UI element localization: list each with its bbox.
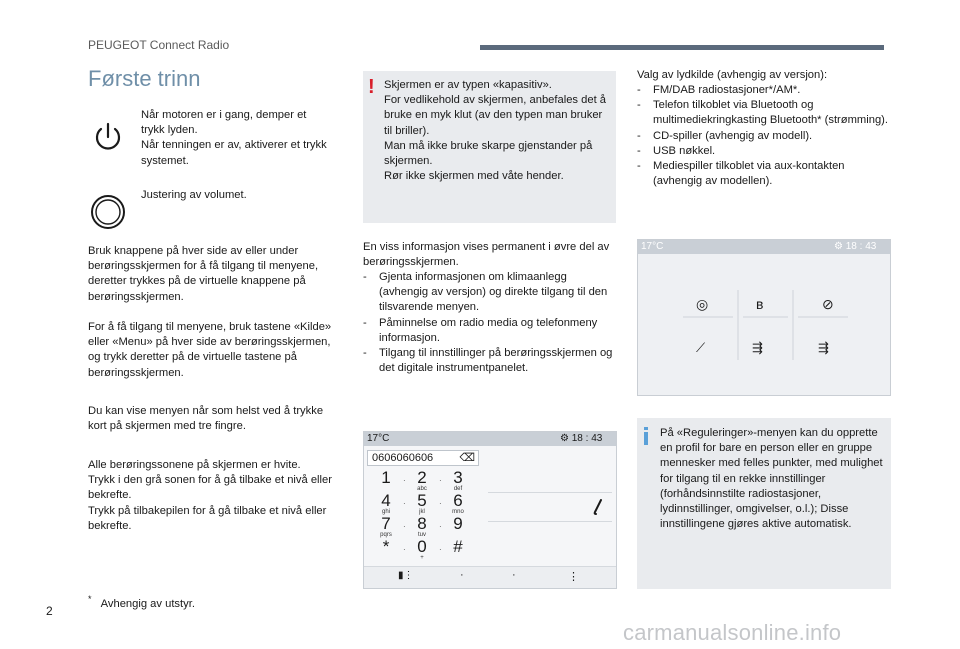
footnote-text: Avhengig av utstyr. bbox=[100, 597, 195, 610]
aux-source-icon[interactable]: ⟋ bbox=[696, 340, 706, 355]
page-number: 2 bbox=[46, 604, 53, 618]
keypad-key[interactable] bbox=[442, 493, 474, 516]
keypad-digit: 3 bbox=[453, 468, 463, 487]
keypad-key[interactable] bbox=[406, 516, 438, 539]
keypad-key[interactable] bbox=[442, 516, 474, 539]
list-item: - Påminnelse om radio media og telefonmeny informasjon. bbox=[363, 316, 619, 346]
keypad-digit: 9 bbox=[453, 514, 463, 533]
keypad-separator: · bbox=[439, 476, 442, 485]
keypad-key[interactable] bbox=[406, 539, 438, 562]
watermark: carmanualsonline.info bbox=[623, 620, 842, 645]
keypad-key[interactable] bbox=[406, 470, 438, 493]
paragraph-three-fingers: Du kan vise menyen når som helst ved å trykke kort på skjermen med tre fingre. bbox=[88, 405, 324, 433]
warning-text: Skjermen er av typen «kapasitiv». For vedlikehold av skjermen, anbefales det å bruke en myk klut (av den typen man bruker til briller). Man må ikke bruke skarpe gjenstander på skjermen. Rør ikke skjermen med våte hender. bbox=[384, 79, 607, 183]
footnote bbox=[88, 594, 195, 610]
dial-number: 0606060606 bbox=[372, 452, 434, 464]
keypad-key[interactable] bbox=[370, 516, 402, 539]
source-selection-screen bbox=[637, 239, 891, 396]
list-item: - FM/DAB radiostasjoner*/AM*. bbox=[637, 83, 891, 98]
source-intro: Valg av lydkilde (avhengig av versjon): bbox=[637, 69, 828, 81]
keypad-separator: · bbox=[403, 476, 406, 485]
bluetooth-source-icon[interactable]: ʙ bbox=[756, 296, 764, 312]
header-rule bbox=[480, 45, 884, 50]
keypad-letters: def bbox=[453, 486, 463, 492]
power-description: Når motoren er i gang, demper et trykk lyden. Når tenningen er av, aktiverer et trykk systemet. bbox=[141, 109, 327, 167]
keypad-letters: pqrs bbox=[380, 532, 392, 538]
keypad-letters: abc bbox=[417, 486, 427, 492]
keypad-key[interactable] bbox=[442, 470, 474, 493]
keypad-letters: ghi bbox=[381, 509, 390, 515]
keypad-digit: 8 bbox=[417, 514, 427, 533]
keypad-digit: 4 bbox=[381, 491, 391, 510]
list-item: - CD-spiller (avhengig av modell). bbox=[637, 129, 891, 144]
usb-source-icon[interactable]: ⇶ bbox=[752, 340, 763, 355]
keypad-letters: mno bbox=[452, 509, 464, 515]
keypad-key[interactable] bbox=[370, 539, 402, 562]
keypad-letters: jkl bbox=[419, 509, 425, 515]
keypad-separator: · bbox=[439, 545, 442, 554]
info-text: På «Reguleringer»-menyen kan du opprette en profil for bare en person eller en gruppe mennesker med felles punkter, med mulighet for tilgang til en rekke innstillinger (forhåndsinnstilte radiostasjoner, lydinnstillinger, omgivelser, o.l.); Disse innstillingene gjøres aktive automatisk. bbox=[660, 427, 883, 531]
paragraph-buttons: Bruk knappene på hver side av eller under berøringsskjermen for å få tilgang til menyene, deretter trykkes på de virtuelle knappene på berøringsskjermen. bbox=[88, 245, 319, 303]
keypad-separator: · bbox=[403, 499, 406, 508]
settings-icon: ⚙ bbox=[834, 241, 846, 252]
keypad-letters: tuv bbox=[417, 532, 426, 538]
power-icon bbox=[88, 117, 128, 157]
keypad-digit: # bbox=[453, 537, 463, 556]
temperature[interactable]: 17°C bbox=[641, 241, 664, 252]
settings-icon: ⚙ bbox=[560, 433, 572, 444]
source-grid bbox=[638, 280, 890, 370]
paragraph-touch-zones: Alle berøringssonene på skjermen er hvite. Trykk i den grå sonen for å gå tilbake et nivå eller bekrefte. Trykk på tilbakepilen for å gå tilbake et nivå eller bekrefte. bbox=[88, 459, 332, 532]
permanent-info-intro: En viss informasjon vises permanent i øvre del av berøringsskjermen. bbox=[363, 241, 610, 269]
volume-description: Justering av volumet. bbox=[141, 189, 247, 201]
settings-clock[interactable] bbox=[560, 433, 602, 444]
keypad-separator: · bbox=[403, 522, 406, 531]
list-item: - Gjenta informasjonen om klimaanlegg (avhengig av versjon) og direkte tilgang til den tilsvarende menyen. bbox=[363, 270, 619, 316]
source-list bbox=[637, 83, 891, 189]
volume-knob-icon bbox=[88, 192, 128, 232]
call-handset-icon[interactable] bbox=[592, 498, 604, 516]
phone-menu-icon[interactable]: ▮⋮ bbox=[398, 570, 414, 581]
settings-clock[interactable] bbox=[834, 241, 876, 252]
page-title: Første trinn bbox=[88, 66, 201, 91]
keypad-digit: 2 bbox=[417, 468, 427, 487]
dot-icon[interactable]: · bbox=[512, 569, 516, 581]
clock: 18 : 43 bbox=[571, 433, 603, 444]
dial-number-field[interactable] bbox=[367, 450, 479, 466]
dot-icon[interactable]: · bbox=[460, 569, 464, 581]
footnote-mark: * bbox=[88, 594, 92, 604]
header-product: PEUGEOT Connect Radio bbox=[88, 38, 230, 52]
bottom-bar bbox=[364, 566, 616, 588]
list-item: - Mediespiller tilkoblet via aux-kontakten (avhengig av modellen). bbox=[637, 159, 891, 189]
keypad-letters: + bbox=[420, 555, 424, 561]
keypad-digit: 0 bbox=[417, 537, 427, 556]
more-options-icon[interactable]: ⋮ bbox=[568, 571, 579, 583]
warning-icon: ! bbox=[368, 76, 375, 98]
keypad-key[interactable] bbox=[406, 493, 438, 516]
keypad-key[interactable] bbox=[370, 493, 402, 516]
keypad-separator: · bbox=[439, 522, 442, 531]
cd-source-icon[interactable]: ⊘ bbox=[822, 296, 834, 312]
keypad-key[interactable] bbox=[370, 470, 402, 493]
keypad-digit: 6 bbox=[453, 491, 463, 510]
phone-keypad-screen bbox=[363, 431, 617, 589]
keypad-digit: 5 bbox=[417, 491, 427, 510]
radio-source-icon[interactable]: ◎ bbox=[696, 296, 709, 312]
list-item: - Telefon tilkoblet via Bluetooth og multimediekringkasting Bluetooth* (strømming). bbox=[637, 98, 891, 128]
backspace-icon[interactable]: ⌫ bbox=[459, 452, 475, 464]
keypad-digit: * bbox=[382, 537, 390, 556]
temperature[interactable]: 17°C bbox=[367, 433, 390, 444]
keypad-separator: · bbox=[439, 499, 442, 508]
permanent-info-list bbox=[363, 270, 619, 376]
keypad-key[interactable] bbox=[442, 539, 474, 562]
keypad-separator: · bbox=[403, 545, 406, 554]
keypad-digit: 7 bbox=[381, 514, 391, 533]
keypad-digit: 1 bbox=[381, 468, 391, 487]
list-item: - Tilgang til innstillinger på berøringsskjermen og det digitale instrumentpanelet. bbox=[363, 346, 619, 376]
paragraph-menus: For å få tilgang til menyene, bruk tastene «Kilde» eller «Menu» på hver side av berøringsskjermen, og trykk deretter på de virtuelle tastene på berøringsskjermen. bbox=[88, 321, 332, 379]
clock: 18 : 43 bbox=[845, 241, 877, 252]
info-icon bbox=[643, 427, 649, 445]
list-item: - USB nøkkel. bbox=[637, 144, 891, 159]
usb-source-icon[interactable]: ⇶ bbox=[818, 340, 829, 355]
